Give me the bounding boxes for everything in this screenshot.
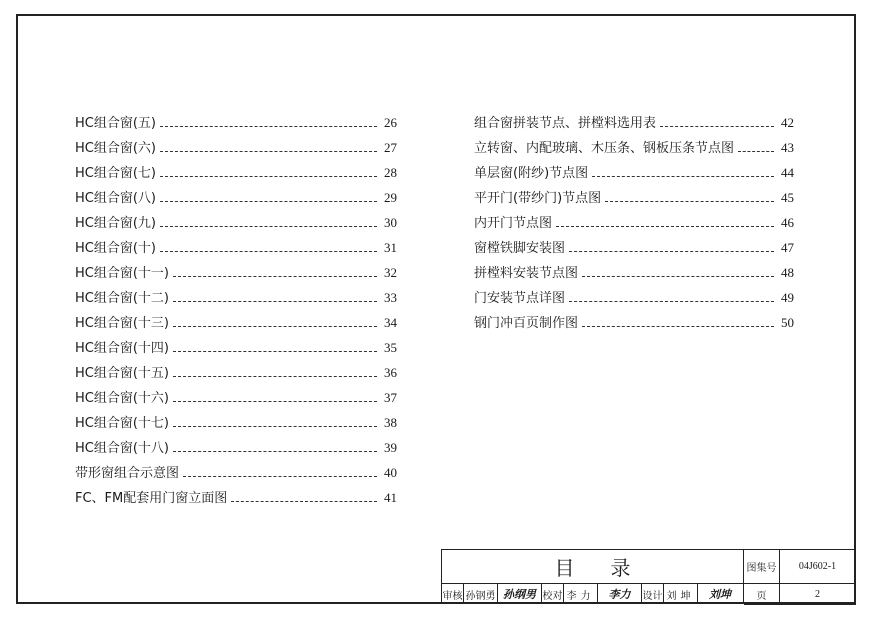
toc-entry (75, 437, 397, 462)
toc-entry (474, 187, 794, 212)
page-number: 2 (780, 584, 856, 605)
toc-entry (75, 337, 397, 362)
title-block (441, 549, 855, 604)
toc-leader-dots (173, 301, 377, 302)
toc-entry-page: 42 (781, 115, 794, 130)
toc-entry (75, 212, 397, 237)
toc-leader-dots (569, 251, 774, 252)
toc-leader-dots (173, 276, 377, 277)
toc-entry-page: 27 (384, 140, 397, 155)
toc-entry (75, 412, 397, 437)
toc-entry-title: HC组合窗(十五) (75, 366, 169, 381)
toc-entry-page: 29 (384, 190, 397, 205)
toc-entry-page: 28 (384, 165, 397, 180)
toc-entry (75, 237, 397, 262)
toc-entry-title: 单层窗(附纱)节点图 (474, 166, 589, 181)
toc-leader-dots (173, 426, 377, 427)
toc-entry-page: 41 (384, 490, 397, 505)
review-name: 孙钢勇 (464, 584, 498, 604)
toc-entry (75, 112, 397, 137)
toc-entry-title: HC组合窗(六) (75, 141, 156, 156)
check-signature: 李力 (598, 584, 642, 604)
toc-entry-page: 44 (781, 165, 794, 180)
toc-entry-title: HC组合窗(五) (75, 116, 156, 131)
toc-leader-dots (556, 226, 774, 227)
toc-leader-dots (605, 201, 774, 202)
toc-entry-title: 门安装节点详图 (474, 291, 566, 306)
toc-entry (75, 162, 397, 187)
toc-entry-title: HC组合窗(十六) (75, 391, 169, 406)
toc-entry-page: 40 (384, 465, 397, 480)
signature-row (442, 584, 744, 604)
check-label: 校对 (542, 584, 564, 604)
toc-leader-dots (569, 301, 774, 302)
toc-entry-title: 窗樘铁脚安装图 (474, 241, 566, 256)
toc-entry (474, 287, 794, 312)
toc-leader-dots (160, 151, 377, 152)
toc-leader-dots (173, 451, 377, 452)
toc-entry-title: HC组合窗(十四) (75, 341, 169, 356)
toc-entry (75, 187, 397, 212)
toc-entry-title: 钢门冲百页制作图 (474, 316, 579, 331)
toc-entry-page: 46 (781, 215, 794, 230)
page-label: 页 (744, 584, 780, 605)
toc-entry-title: HC组合窗(十八) (75, 441, 169, 456)
toc-entry-page: 33 (384, 290, 397, 305)
toc-entry-page: 34 (384, 315, 397, 330)
toc-leader-dots (160, 201, 377, 202)
toc-leader-dots (592, 176, 774, 177)
toc-entry-page: 30 (384, 215, 397, 230)
toc-entry-page: 50 (781, 315, 794, 330)
toc-entry-title: HC组合窗(七) (75, 166, 156, 181)
review-label: 审核 (442, 584, 464, 604)
toc-entry-page: 36 (384, 365, 397, 380)
atlas-number: 04J602-1 (780, 550, 856, 584)
toc-entry-title: HC组合窗(九) (75, 216, 156, 231)
toc-entry-title: HC组合窗(十三) (75, 316, 169, 331)
review-signature: 孙纲男 (498, 584, 542, 604)
toc-entry-page: 43 (781, 140, 794, 155)
toc-entry (75, 287, 397, 312)
toc-entry (75, 362, 397, 387)
toc-entry (474, 212, 794, 237)
toc-leader-dots (160, 251, 377, 252)
toc-entry-title: 拼樘料安装节点图 (474, 266, 579, 281)
toc-leader-dots (582, 276, 774, 277)
toc-entry-title: HC组合窗(八) (75, 191, 156, 206)
toc-entry (75, 312, 397, 337)
toc-entry-page: 39 (384, 440, 397, 455)
toc-left-column (75, 112, 397, 512)
toc-entry-title: 立转窗、内配玻璃、木压条、钢板压条节点图 (474, 141, 735, 156)
toc-entry (474, 137, 794, 162)
toc-leader-dots (173, 376, 377, 377)
toc-entry (75, 137, 397, 162)
check-name: 李力 (564, 584, 598, 604)
toc-leader-dots (160, 126, 377, 127)
toc-entry-title: FC、FM配套用门窗立面图 (75, 491, 228, 506)
toc-entry-title: 组合窗拼装节点、拼樘料选用表 (474, 116, 657, 131)
toc-leader-dots (173, 326, 377, 327)
title-block-title: 目录 (442, 550, 744, 584)
toc-entry-page: 26 (384, 115, 397, 130)
toc-entry-title: HC组合窗(十七) (75, 416, 169, 431)
toc-entry-title: 内开门节点图 (474, 216, 553, 231)
toc-entry-title: 平开门(带纱门)节点图 (474, 191, 602, 206)
toc-entry (75, 487, 397, 512)
toc-entry (75, 387, 397, 412)
toc-entry-title: HC组合窗(十) (75, 241, 156, 256)
toc-entry-page: 47 (781, 240, 794, 255)
toc-leader-dots (738, 151, 774, 152)
toc-entry (474, 112, 794, 137)
toc-entry-page: 35 (384, 340, 397, 355)
toc-entry (474, 162, 794, 187)
toc-right-column (474, 112, 794, 337)
toc-entry-page: 45 (781, 190, 794, 205)
toc-leader-dots (660, 126, 774, 127)
toc-entry-page: 32 (384, 265, 397, 280)
toc-entry (474, 312, 794, 337)
toc-entry-page: 38 (384, 415, 397, 430)
atlas-label: 图集号 (744, 550, 780, 584)
toc-leader-dots (160, 176, 377, 177)
design-name: 刘坤 (664, 584, 698, 604)
toc-entry-page: 49 (781, 290, 794, 305)
design-label: 设计 (642, 584, 664, 604)
toc-entry (75, 262, 397, 287)
toc-entry-page: 31 (384, 240, 397, 255)
toc-entry-page: 48 (781, 265, 794, 280)
toc-leader-dots (582, 326, 774, 327)
toc-leader-dots (173, 351, 377, 352)
toc-leader-dots (160, 226, 377, 227)
toc-entry (474, 237, 794, 262)
toc-entry-title: HC组合窗(十一) (75, 266, 169, 281)
toc-leader-dots (173, 401, 377, 402)
toc-leader-dots (183, 476, 377, 477)
toc-entry (474, 262, 794, 287)
toc-entry-page: 37 (384, 390, 397, 405)
toc-entry (75, 462, 397, 487)
toc-entry-title: HC组合窗(十二) (75, 291, 169, 306)
toc-leader-dots (231, 501, 377, 502)
design-signature: 刘坤 (709, 588, 731, 601)
toc-entry-title: 带形窗组合示意图 (75, 466, 180, 481)
